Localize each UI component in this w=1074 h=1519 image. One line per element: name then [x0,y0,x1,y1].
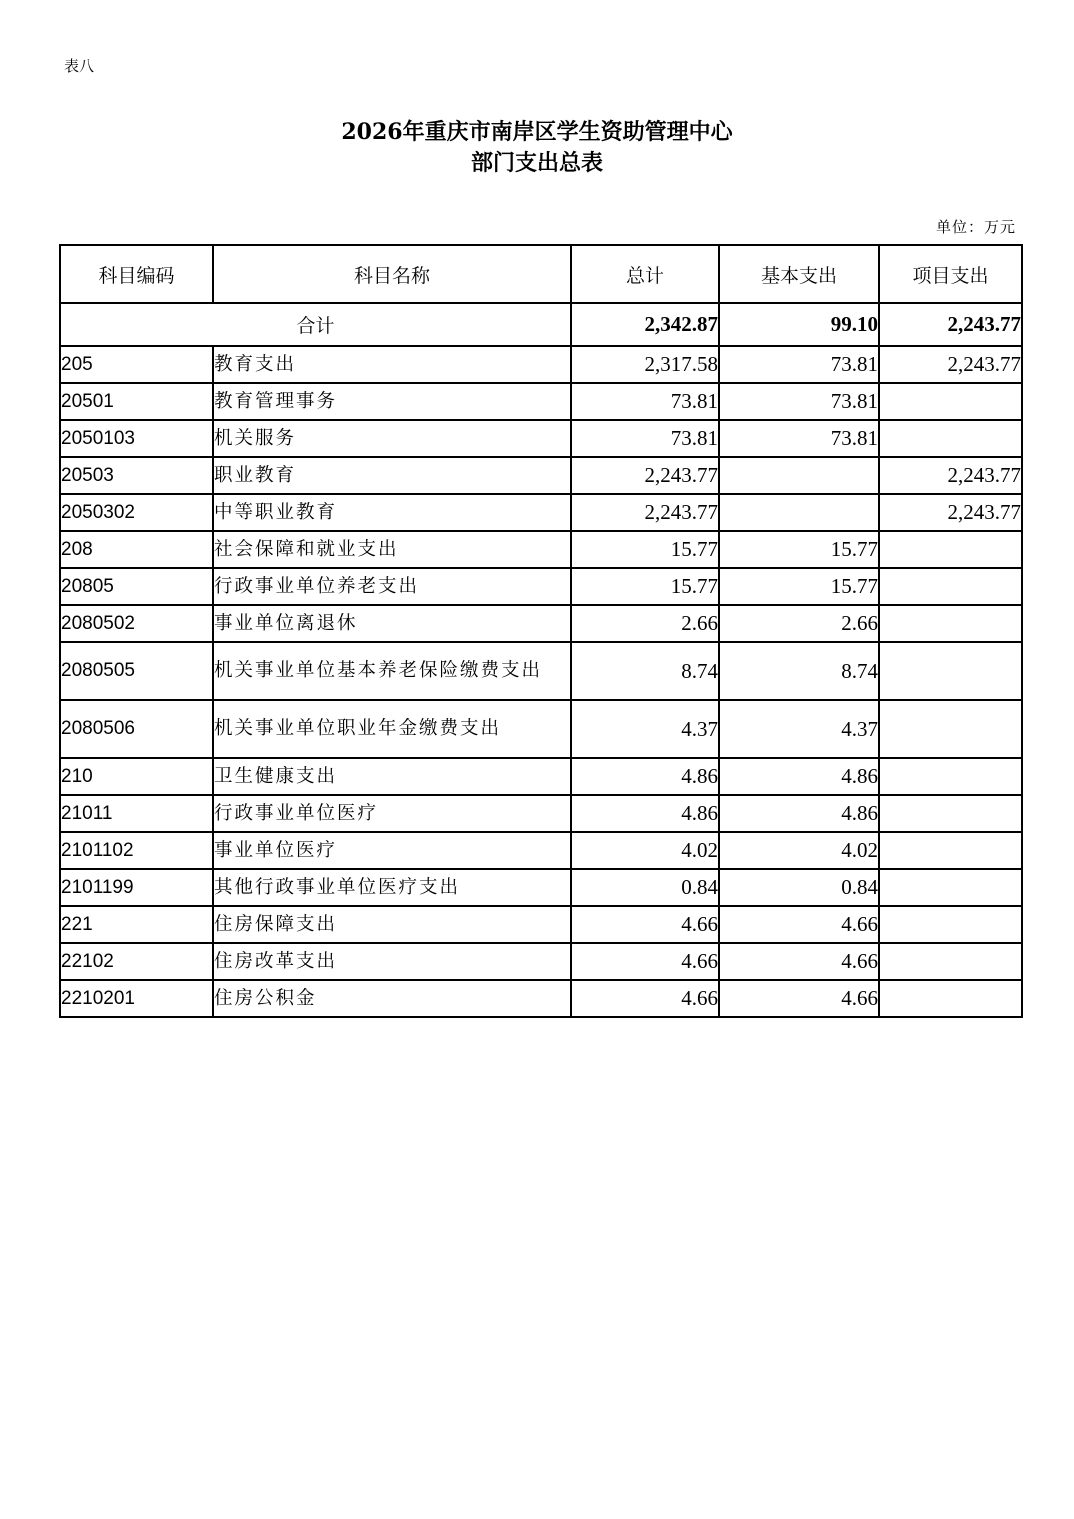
row-name: 社会保障和就业支出 [213,531,571,568]
row-basic: 8.74 [719,642,879,700]
row-basic: 4.37 [719,700,879,758]
total-project: 2,243.77 [879,303,1022,346]
row-name: 教育支出 [213,346,571,383]
row-code: 2080502 [60,605,213,642]
row-project [879,943,1022,980]
row-total: 2,243.77 [571,457,719,494]
table-row [60,700,1022,758]
table-row [60,906,1022,943]
row-code: 2050302 [60,494,213,531]
expenditure-table [59,244,1023,1018]
row-name: 卫生健康支出 [213,758,571,795]
row-project [879,869,1022,906]
table-row [60,605,1022,642]
row-name: 行政事业单位医疗 [213,795,571,832]
row-total: 0.84 [571,869,719,906]
table-row [60,420,1022,457]
table-row [60,642,1022,700]
total-label: 合计 [60,303,571,346]
row-total: 4.86 [571,758,719,795]
table-row [60,457,1022,494]
row-total: 4.86 [571,795,719,832]
row-basic: 73.81 [719,346,879,383]
row-code: 221 [60,906,213,943]
row-name: 其他行政事业单位医疗支出 [213,869,571,906]
row-total: 4.66 [571,980,719,1017]
row-basic: 2.66 [719,605,879,642]
row-project [879,420,1022,457]
row-code: 20503 [60,457,213,494]
unit-label: 单位：万元 [935,218,1016,236]
row-total: 15.77 [571,531,719,568]
row-code: 2101199 [60,869,213,906]
row-basic: 4.66 [719,906,879,943]
row-code: 2210201 [60,980,213,1017]
row-name: 职业教育 [213,457,571,494]
row-name: 机关事业单位基本养老保险缴费支出 [213,642,571,700]
table-row [60,568,1022,605]
total-basic: 99.10 [719,303,879,346]
table-row [60,832,1022,869]
row-project: 2,243.77 [879,457,1022,494]
row-name: 中等职业教育 [213,494,571,531]
row-basic: 4.66 [719,980,879,1017]
row-basic: 15.77 [719,531,879,568]
row-basic: 73.81 [719,383,879,420]
table-header-row [60,245,1022,303]
row-code: 2101102 [60,832,213,869]
row-total: 4.66 [571,906,719,943]
row-project [879,980,1022,1017]
table-row [60,346,1022,383]
row-code: 20805 [60,568,213,605]
row-basic [719,494,879,531]
document-subtitle: 部门支出总表 [470,150,603,176]
row-project [879,642,1022,700]
row-name: 行政事业单位养老支出 [213,568,571,605]
header-total: 总计 [571,245,719,303]
row-name: 教育管理事务 [213,383,571,420]
row-total: 15.77 [571,568,719,605]
row-total: 2,243.77 [571,494,719,531]
row-project: 2,243.77 [879,494,1022,531]
row-project [879,795,1022,832]
total-total: 2,342.87 [571,303,719,346]
row-total: 2,317.58 [571,346,719,383]
row-project [879,568,1022,605]
row-basic: 4.86 [719,758,879,795]
row-project: 2,243.77 [879,346,1022,383]
row-project [879,906,1022,943]
row-basic: 4.86 [719,795,879,832]
row-name: 机关事业单位职业年金缴费支出 [213,700,571,758]
row-total: 4.37 [571,700,719,758]
header-name: 科目名称 [213,245,571,303]
row-total: 4.02 [571,832,719,869]
row-name: 住房改革支出 [213,943,571,980]
table-number-label: 表八 [64,57,95,75]
row-code: 20501 [60,383,213,420]
row-basic: 0.84 [719,869,879,906]
row-name: 事业单位医疗 [213,832,571,869]
row-project [879,531,1022,568]
row-basic: 15.77 [719,568,879,605]
row-code: 2080505 [60,642,213,700]
table-row [60,980,1022,1017]
row-basic: 4.66 [719,943,879,980]
row-code: 2080506 [60,700,213,758]
row-code: 208 [60,531,213,568]
document-title: 2026年重庆市南岸区学生资助管理中心 [341,119,733,145]
row-total: 2.66 [571,605,719,642]
row-code: 21011 [60,795,213,832]
table-row [60,795,1022,832]
table-row [60,869,1022,906]
row-total: 8.74 [571,642,719,700]
total-row [60,303,1022,346]
row-code: 2050103 [60,420,213,457]
row-code: 205 [60,346,213,383]
row-project [879,383,1022,420]
header-basic: 基本支出 [719,245,879,303]
header-code: 科目编码 [60,245,213,303]
row-total: 4.66 [571,943,719,980]
row-name: 住房保障支出 [213,906,571,943]
row-code: 22102 [60,943,213,980]
table-row [60,758,1022,795]
row-project [879,832,1022,869]
row-basic: 4.02 [719,832,879,869]
row-total: 73.81 [571,383,719,420]
header-project: 项目支出 [879,245,1022,303]
row-code: 210 [60,758,213,795]
row-basic: 73.81 [719,420,879,457]
row-name: 住房公积金 [213,980,571,1017]
row-project [879,758,1022,795]
table-row [60,943,1022,980]
row-total: 73.81 [571,420,719,457]
row-project [879,605,1022,642]
row-project [879,700,1022,758]
table-row [60,494,1022,531]
row-name: 机关服务 [213,420,571,457]
table-row [60,531,1022,568]
row-name: 事业单位离退休 [213,605,571,642]
table-row [60,383,1022,420]
row-basic [719,457,879,494]
